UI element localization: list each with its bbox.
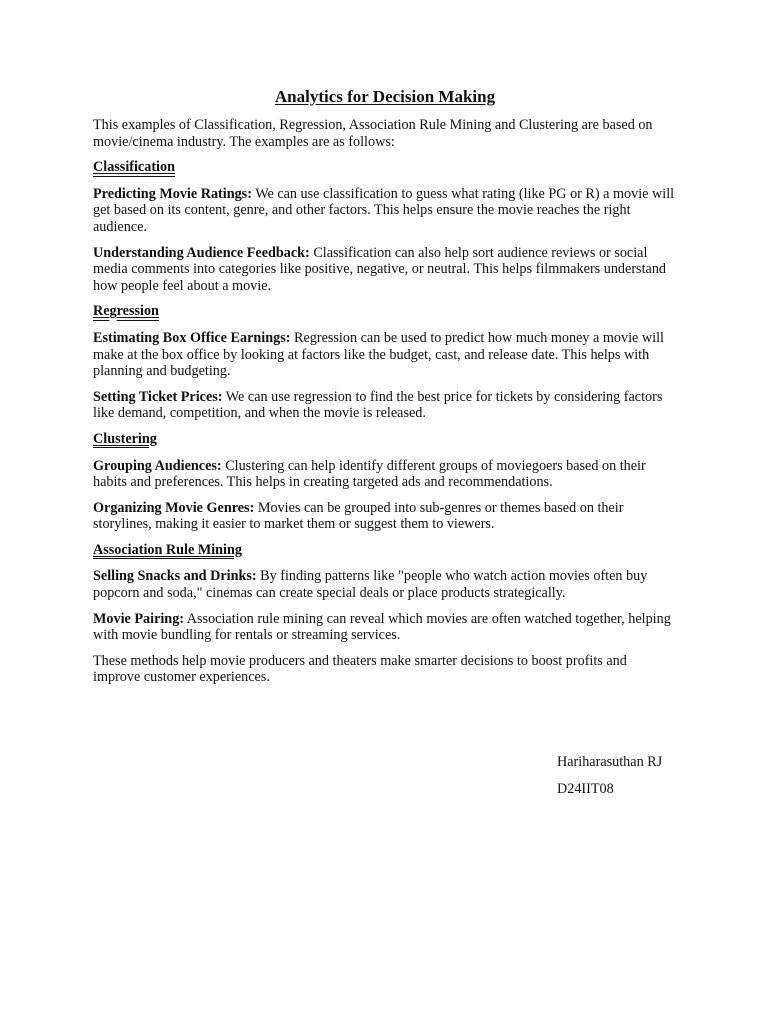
author-name: Hariharasuthan RJ: [557, 754, 663, 770]
section-heading-association-rule-mining: Association Rule Mining: [93, 541, 242, 558]
signature-block: [557, 754, 662, 807]
term-description: Clustering can help identify different groups of moviegoers based on their habits and preferences. This helps in creating targeted ads and recommendations.: [93, 457, 646, 491]
term-description: Classification can also help sort audience reviews or social media comments into categories like positive, negative, or neutral. This helps filmmakers understand how people feel about a movie.: [93, 244, 667, 294]
term-label: Understanding Audience Feedback:: [93, 244, 310, 261]
term-label: Predicting Movie Ratings:: [93, 185, 252, 202]
paragraph-understanding-audience-feedback: [93, 245, 677, 295]
term-label: Setting Ticket Prices:: [93, 388, 223, 405]
term-description: Regression can be used to predict how much money a movie will make at the box office by looking at factors like the budget, cast, and release date. This helps with planning and budgeting.: [93, 329, 664, 380]
section-heading-classification: Classification: [93, 159, 175, 176]
term-description: We can use regression to find the best price for tickets by considering factors like demand, competition, and when the movie is released.: [93, 388, 663, 422]
term-label: Estimating Box Office Earnings:: [93, 329, 291, 346]
term-description: Movies can be grouped into sub-genres or themes based on their storylines, making it easier to market them or suggest them to viewers.: [93, 499, 624, 533]
document-body: [93, 86, 677, 695]
term-label: Movie Pairing:: [93, 610, 185, 627]
term-label: Organizing Movie Genres:: [93, 499, 255, 516]
term-description: By finding patterns like "people who watch action movies often buy popcorn and soda," cinemas can create special deals or place products strategically.: [93, 568, 648, 602]
paragraph-movie-pairing: [93, 611, 677, 644]
paragraph-estimating-box-office: [93, 330, 677, 380]
term-label: Grouping Audiences:: [93, 457, 222, 474]
paragraph-grouping-audiences: [93, 458, 677, 491]
paragraph-organizing-movie-genres: [93, 500, 677, 533]
paragraph-setting-ticket-prices: [93, 389, 677, 422]
section-heading-clustering: Clustering: [93, 430, 157, 447]
paragraph-selling-snacks-and-drinks: [93, 568, 677, 601]
document-title: Analytics for Decision Making: [274, 87, 496, 106]
term-description: Association rule mining can reveal which movies are often watched together, helping with movie bundling for rentals or streaming services.: [93, 610, 671, 644]
term-description: We can use classification to guess what rating (like PG or R) a movie will get based on its content, genre, and other factors. This helps ensure the movie reaches the right audience.: [93, 185, 675, 235]
paragraph-predicting-movie-ratings: [93, 186, 677, 236]
term-label: Selling Snacks and Drinks:: [93, 568, 257, 585]
author-id: D24IIT08: [557, 780, 614, 797]
conclusion-paragraph: These methods help movie producers and theaters make smarter decisions to boost profits and improve customer experiences.: [93, 652, 627, 686]
intro-paragraph: This examples of Classification, Regression, Association Rule Mining and Clustering are based on movie/cinema industry. The examples are as follows:: [93, 117, 653, 150]
section-heading-regression: Regression: [93, 303, 159, 320]
